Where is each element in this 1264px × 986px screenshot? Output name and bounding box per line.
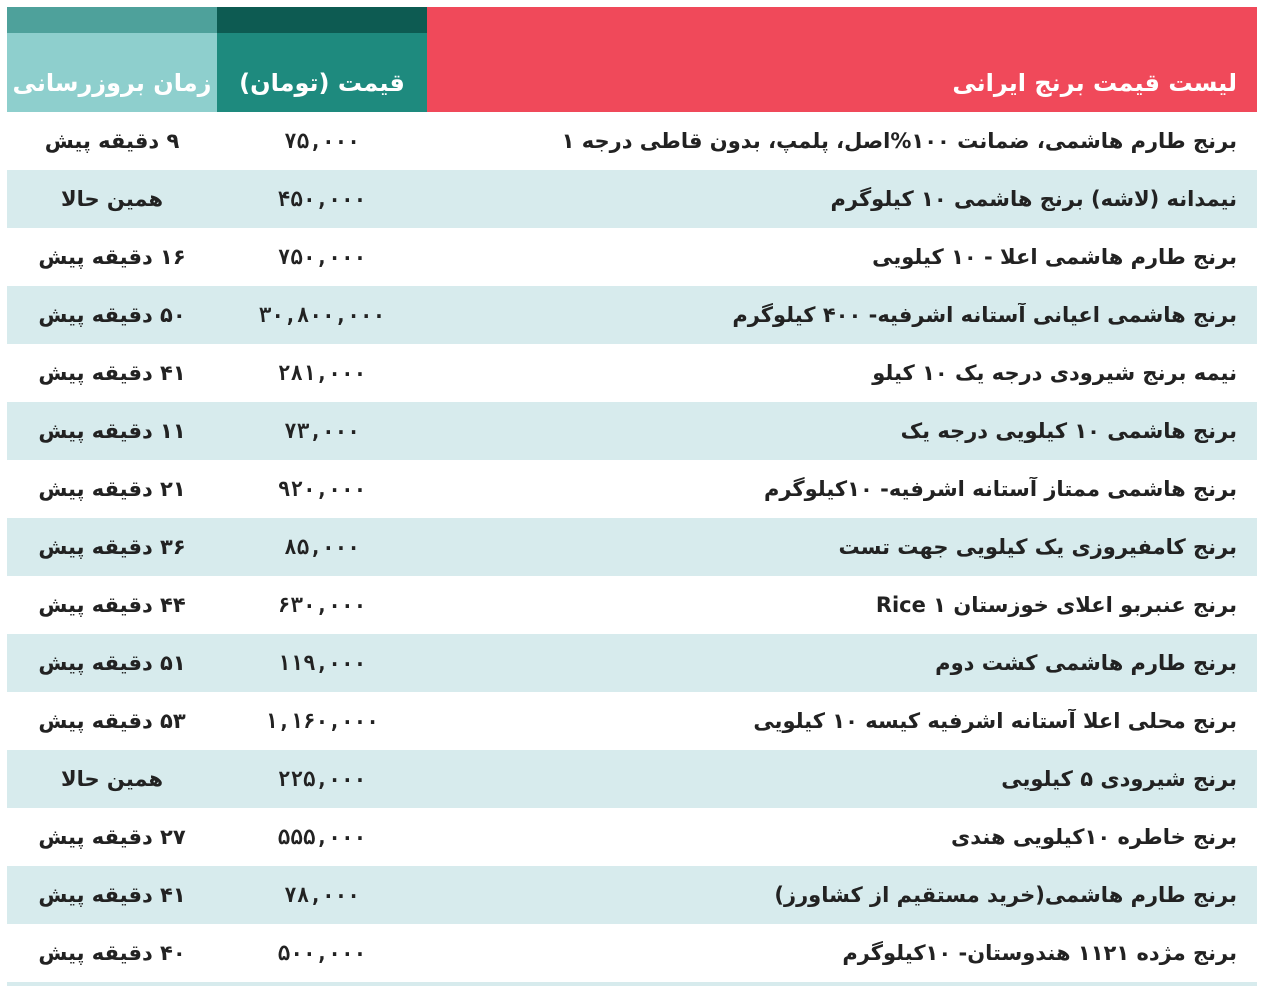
table-row	[7, 460, 1257, 518]
update-time: ۱۶ دقیقه پیش	[38, 245, 186, 269]
product-price: ۹۲۰,۰۰۰	[277, 477, 367, 501]
product-price: ۱,۱۶۰,۰۰۰	[265, 709, 379, 733]
product-name[interactable]: برنج هاشمی ۱۰ کیلویی درجه یک	[900, 419, 1237, 443]
product-price: ۱۱۹,۰۰۰	[277, 651, 367, 675]
rice-price-table	[7, 7, 1257, 982]
update-time: ۵۱ دقیقه پیش	[38, 651, 186, 675]
product-name[interactable]: نیمدانه (لاشه) برنج هاشمی ۱۰ کیلوگرم	[830, 187, 1237, 211]
product-price: ۷۳,۰۰۰	[284, 419, 360, 443]
header-price-label: قیمت (تومان)	[239, 69, 405, 97]
header-time-strip	[7, 7, 217, 33]
table-row	[7, 808, 1257, 866]
product-price: ۵۵۵,۰۰۰	[277, 825, 367, 849]
table-row	[7, 576, 1257, 634]
product-name[interactable]: برنج مژده ۱۱۲۱ هندوستان- ۱۰کیلوگرم	[842, 941, 1237, 965]
product-name[interactable]: برنج هاشمی اعیانی آستانه اشرفیه- ۴۰۰ کیلوگرم	[732, 303, 1237, 327]
table-row	[7, 866, 1257, 924]
update-time: ۳۶ دقیقه پیش	[38, 535, 186, 559]
header-time-label: زمان بروزرسانی	[12, 69, 212, 97]
update-time: ۲۷ دقیقه پیش	[38, 825, 186, 849]
update-time: ۴۱ دقیقه پیش	[38, 883, 186, 907]
update-time: ۴۰ دقیقه پیش	[38, 941, 186, 965]
table-row	[7, 112, 1257, 170]
product-price: ۸۵,۰۰۰	[284, 535, 360, 559]
product-price: ۷۵۰,۰۰۰	[277, 245, 367, 269]
update-time: همین حالا	[60, 187, 164, 211]
update-time: ۵۰ دقیقه پیش	[38, 303, 186, 327]
table-row	[7, 518, 1257, 576]
product-price: ۲۲۵,۰۰۰	[277, 767, 367, 791]
table-row	[7, 924, 1257, 982]
update-time: همین حالا	[60, 767, 164, 791]
header-price	[217, 7, 427, 112]
next-row-edge	[7, 982, 1257, 986]
product-name[interactable]: برنج طارم هاشمی کشت دوم	[935, 651, 1237, 675]
product-price: ۳۰,۸۰۰,۰۰۰	[258, 303, 386, 327]
product-name[interactable]: برنج طارم هاشمی، ضمانت ۱۰۰%اصل، پلمپ، بدون قاطی درجه ۱	[561, 129, 1237, 153]
product-price: ۶۳۰,۰۰۰	[277, 593, 367, 617]
product-price: ۲۸۱,۰۰۰	[277, 361, 367, 385]
product-name[interactable]: برنج عنبربو اعلای خوزستان Rice ۱	[875, 593, 1237, 617]
product-price: ۵۰۰,۰۰۰	[277, 941, 367, 965]
product-name[interactable]: برنج خاطره ۱۰کیلویی هندی	[951, 825, 1237, 849]
table-row	[7, 402, 1257, 460]
table-header	[7, 7, 1257, 112]
header-price-strip	[217, 7, 427, 33]
product-name[interactable]: برنج شیرودی ۵ کیلویی	[1001, 767, 1237, 791]
product-name[interactable]: برنج طارم هاشمی اعلا - ۱۰ کیلویی	[872, 245, 1237, 269]
update-time: ۲۱ دقیقه پیش	[38, 477, 186, 501]
product-name[interactable]: برنج محلی اعلا آستانه اشرفیه کیسه ۱۰ کیلویی	[753, 709, 1237, 733]
product-price: ۷۵,۰۰۰	[284, 129, 360, 153]
table-row	[7, 750, 1257, 808]
update-time: ۴۱ دقیقه پیش	[38, 361, 186, 385]
table-row	[7, 344, 1257, 402]
product-price: ۷۸,۰۰۰	[284, 883, 360, 907]
product-name[interactable]: برنج هاشمی ممتاز آستانه اشرفیه- ۱۰کیلوگرم	[763, 477, 1237, 501]
header-time	[7, 7, 217, 112]
header-title: لیست قیمت برنج ایرانی	[427, 7, 1257, 112]
table-row	[7, 170, 1257, 228]
table-row	[7, 286, 1257, 344]
product-price: ۴۵۰,۰۰۰	[277, 187, 367, 211]
update-time: ۹ دقیقه پیش	[44, 129, 180, 153]
table-row	[7, 634, 1257, 692]
product-name[interactable]: نیمه برنج شیرودی درجه یک ۱۰ کیلو	[872, 361, 1237, 385]
product-name[interactable]: برنج طارم هاشمی(خرید مستقیم از کشاورز)	[774, 883, 1237, 907]
table-row	[7, 692, 1257, 750]
product-name[interactable]: برنج کامفیروزی یک کیلویی جهت تست	[838, 535, 1237, 559]
table-row	[7, 228, 1257, 286]
update-time: ۵۳ دقیقه پیش	[38, 709, 186, 733]
update-time: ۱۱ دقیقه پیش	[38, 419, 186, 443]
update-time: ۴۴ دقیقه پیش	[38, 593, 186, 617]
